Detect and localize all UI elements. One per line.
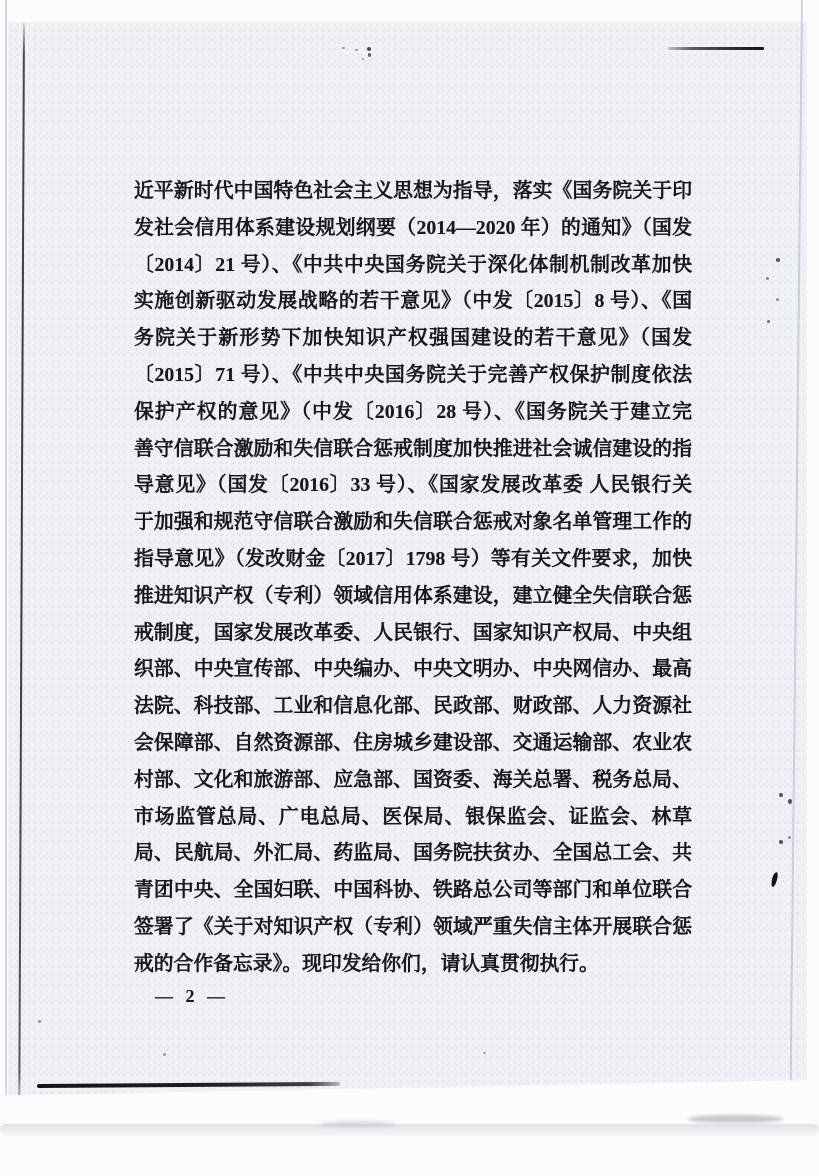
text-line: 法院、科技部、工业和信息化部、民政部、财政部、人力资源社 [134, 695, 692, 718]
scan-speck [766, 277, 769, 280]
text-line: 戒的合作备忘录》。现印发给你们，请认真贯彻执行。 [134, 952, 599, 975]
scan-speck [483, 1052, 486, 1054]
scan-band-bottom [0, 1124, 819, 1136]
scan-speck [776, 258, 780, 262]
scan-edge-left-strip [5, 0, 7, 1138]
text-line: 市场监管总局、广电总局、医保局、银保监会、证监会、林草 [134, 805, 692, 828]
scan-smudge [688, 1115, 783, 1123]
scan-speck [776, 298, 779, 301]
text-line: 于加强和规范守信联合激励和失信联合惩戒对象名单管理工作的 [134, 511, 692, 534]
text-line: 村部、文化和旅游部、应急部、国资委、海关总署、税务总局、 [134, 768, 692, 791]
text-line: 会保障部、自然资源部、住房城乡建设部、交通运输部、农业农 [134, 731, 692, 754]
scan-speck [788, 836, 791, 839]
scan-speck [342, 47, 345, 49]
text-line: 〔2015〕71 号）、《中共中央国务院关于完善产权保护制度依法 [134, 363, 692, 386]
text-line: 导意见》（国发〔2016〕33 号）、《国家发展改革委 人民银行关 [134, 474, 692, 497]
scan-speck [788, 799, 792, 804]
text-line: 织部、中央宣传部、中央编办、中央文明办、中央网信办、最高 [134, 658, 692, 681]
text-line: 戒制度，国家发展改革委、人民银行、国家知识产权局、中央组 [134, 621, 692, 644]
scan-speck [767, 320, 770, 323]
scan-speck [367, 47, 371, 51]
scan-speck [368, 53, 371, 57]
scan-speck [38, 1020, 41, 1023]
text-line: 务院关于新形势下加快知识产权强国建设的若干意见》（国发 [134, 327, 692, 350]
text-line: 保护产权的意见》（中发〔2016〕28 号）、《国务院关于建立完 [134, 400, 692, 423]
text-line: 实施创新驱动发展战略的若干意见》（中发〔2015〕8 号）、《国 [134, 290, 692, 313]
document-body [134, 173, 692, 983]
text-line: 发社会信用体系建设规划纲要（2014—2020 年）的通知》（国发 [134, 216, 692, 239]
text-line: 推进知识产权（专利）领域信用体系建设，建立健全失信联合惩 [134, 584, 692, 607]
text-line: 签署了《关于对知识产权（专利）领域严重失信主体开展联合惩 [134, 915, 692, 938]
scan-smudge [320, 1121, 395, 1127]
page-number: — 2 — [155, 986, 229, 1006]
text-line: 青团中央、全国妇联、中国科协、铁路总公司等部门和单位联合 [134, 879, 692, 902]
scan-speck [355, 49, 358, 51]
scan-speck [779, 840, 783, 844]
text-line: 〔2014〕21 号）、《中共中央国务院关于深化体制机制改革加快 [134, 253, 692, 276]
scan-speck [163, 1053, 166, 1056]
scan-speck [362, 58, 364, 60]
text-line: 近平新时代中国特色社会主义思想为指导，落实《国务院关于印 [134, 180, 692, 202]
text-line: 指导意见》（发改财金〔2017〕1798 号）等有关文件要求，加快 [134, 547, 692, 570]
text-line: 局、民航局、外汇局、药监局、国务院扶贫办、全国总工会、共 [134, 842, 692, 865]
text-line: 善守信联合激励和失信联合惩戒制度加快推进社会诚信建设的指 [134, 437, 692, 460]
scan-mark-top-right-line [668, 47, 764, 50]
scan-speck [779, 793, 783, 797]
